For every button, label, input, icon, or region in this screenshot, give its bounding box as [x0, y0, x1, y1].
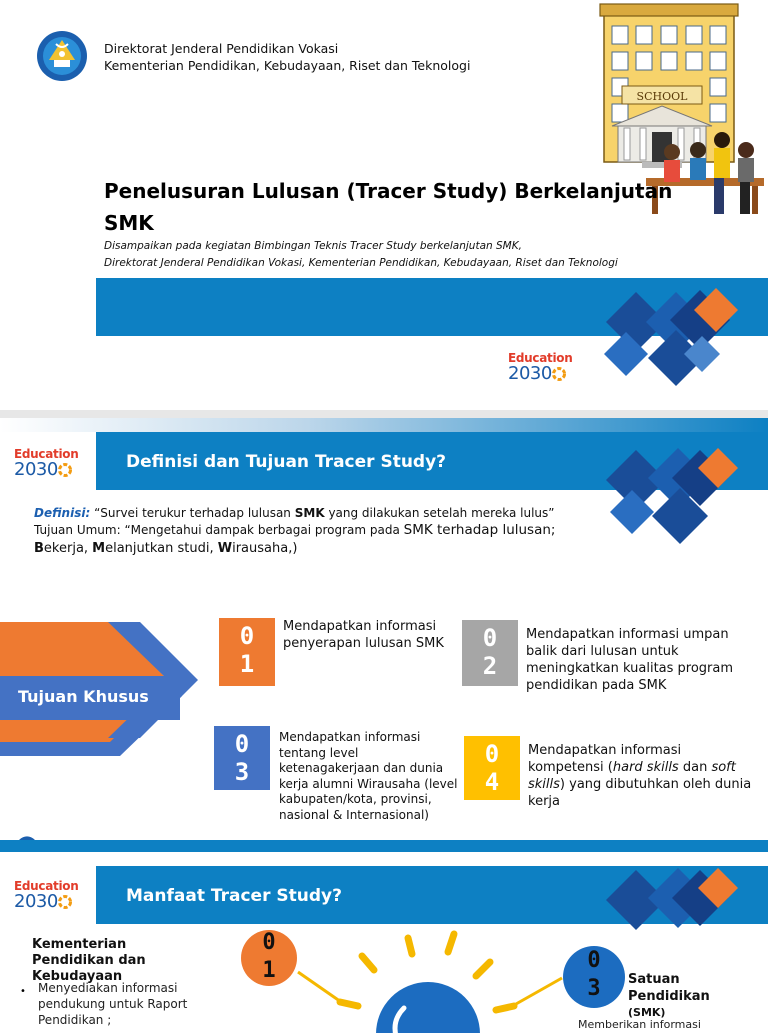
org-name: Direktorat Jenderal Pendidikan Vokasi	[104, 41, 339, 56]
text-melanjutkan: elanjutkan studi,	[105, 541, 218, 556]
benefit-number-03-text	[563, 947, 625, 1003]
slide-title: Definisi dan Tujuan Tracer Study?	[126, 452, 447, 472]
school-heading-3: (SMK)	[628, 1006, 666, 1019]
goal-text-02: Mendapatkan informasi umpan balik dari lulusan untuk meningkatkan kualitas program pendidikan pada SMK	[526, 627, 734, 693]
presentation-title-line2: SMK	[104, 211, 154, 235]
sdg-wheel-icon	[58, 463, 72, 477]
goal4-a: Mendapatkan informasi kompetensi (	[528, 743, 682, 775]
goal4-hard: hard skills	[612, 760, 679, 775]
logo-education-text: Education	[508, 351, 573, 365]
goal-number-01	[219, 618, 275, 686]
education-2030-logo	[14, 880, 78, 911]
digit: 0	[484, 740, 500, 768]
definition-text-end: yang dilakukan setelah mereka lulus”	[324, 506, 555, 520]
goal-text-03: Mendapatkan informasi tentang level ketenagakerjaan dan dunia kerja alumni Wirausaha (level kabupaten/kota, provinsi, nasional & Internasional)	[279, 730, 458, 822]
goal4-soft: soft skills	[528, 760, 736, 792]
goal-number-03	[214, 726, 270, 790]
education-2030-logo	[508, 352, 572, 383]
bullet-icon: •	[20, 986, 26, 997]
benefit-number-01-text	[241, 929, 297, 985]
presentation-title-line1: Penelusuran Lulusan (Tracer Study) Berkelanjutan	[104, 179, 673, 203]
goal-text-01: Mendapatkan informasi penyerapan lulusan SMK	[283, 619, 444, 651]
slide-benefits	[0, 852, 768, 1031]
slide-title	[0, 0, 768, 410]
goal-text-04	[528, 742, 760, 810]
slide-divider	[0, 840, 768, 852]
digit: 0	[587, 948, 601, 973]
definition-label: Definisi:	[34, 506, 91, 520]
goal-number-02	[462, 620, 518, 686]
definition-smk: SMK	[294, 506, 325, 520]
sdg-wheel-icon	[58, 895, 72, 909]
digit: 3	[587, 976, 601, 1001]
digit: 2	[482, 652, 498, 680]
logo-2030-text: 2030	[508, 363, 552, 384]
sdg-wheel-icon	[552, 367, 566, 381]
school-item-cut: Memberikan informasi	[578, 1018, 701, 1031]
ministry-name: Kementerian Pendidikan, Kebudayaan, Riset dan Teknologi	[104, 58, 471, 73]
diamond-pattern	[590, 280, 768, 386]
goal4-c: ) yang dibutuhkan oleh dunia kerja	[528, 777, 752, 809]
digit: 4	[484, 768, 500, 796]
arrow-label: Tujuan Khusus	[18, 687, 149, 706]
ministry-item: Menyediakan informasi pendukung untuk Raport Pendidikan ;	[38, 981, 188, 1027]
text-wirausaha: irausaha,)	[232, 541, 298, 556]
diamond-pattern	[596, 866, 768, 936]
digit: 0	[262, 930, 276, 955]
logo-2030-text: 2030	[14, 891, 58, 912]
goal4-b: dan	[678, 760, 712, 775]
digit: 3	[234, 758, 250, 786]
school-sign-text: SCHOOL	[636, 90, 688, 103]
school-heading-2: Pendidikan	[628, 989, 710, 1004]
logo-2030-text: 2030	[14, 459, 58, 480]
definition-line	[34, 505, 594, 522]
slide-definition	[0, 432, 768, 840]
letter-b: B	[34, 541, 44, 556]
subtitle-line1: Disampaikan pada kegiatan Bimbingan Teknis Tracer Study berkelanjutan SMK,	[104, 240, 522, 252]
digit: 1	[239, 650, 255, 678]
logo-education-text: Education	[14, 879, 79, 893]
ministry-heading: Kementerian Pendidikan dan Kebudayaan	[32, 937, 146, 984]
slide-title: Manfaat Tracer Study?	[126, 886, 342, 906]
diamond-pattern	[596, 446, 768, 546]
subtitle-line2: Direktorat Jenderal Pendidikan Vokasi, Kementerian Pendidikan, Kebudayaan, Riset dan Teknologi	[104, 257, 618, 269]
digit: 0	[234, 730, 250, 758]
digit: 1	[262, 958, 276, 983]
goal-categories	[34, 540, 297, 557]
letter-m: M	[92, 541, 106, 556]
logo-area	[0, 432, 96, 490]
general-goal-line	[34, 522, 594, 539]
letter-w: W	[217, 541, 233, 556]
ministry-emblem-icon	[36, 30, 88, 82]
text-bekerja: ekerja,	[43, 541, 93, 556]
definition-text: “Survei terukur terhadap lulusan	[90, 506, 295, 520]
school-heading-1: Satuan	[628, 972, 680, 987]
digit: 0	[482, 624, 498, 652]
goal-number-04	[464, 736, 520, 800]
slide-gap	[0, 410, 768, 432]
logo-education-text: Education	[14, 447, 79, 461]
education-2030-logo	[14, 448, 78, 479]
general-goal-smk: SMK terhadap lulusan;	[403, 522, 556, 538]
digit: 0	[239, 622, 255, 650]
general-goal-text: Tujuan Umum: “Mengetahui dampak berbagai program pada	[34, 523, 404, 537]
